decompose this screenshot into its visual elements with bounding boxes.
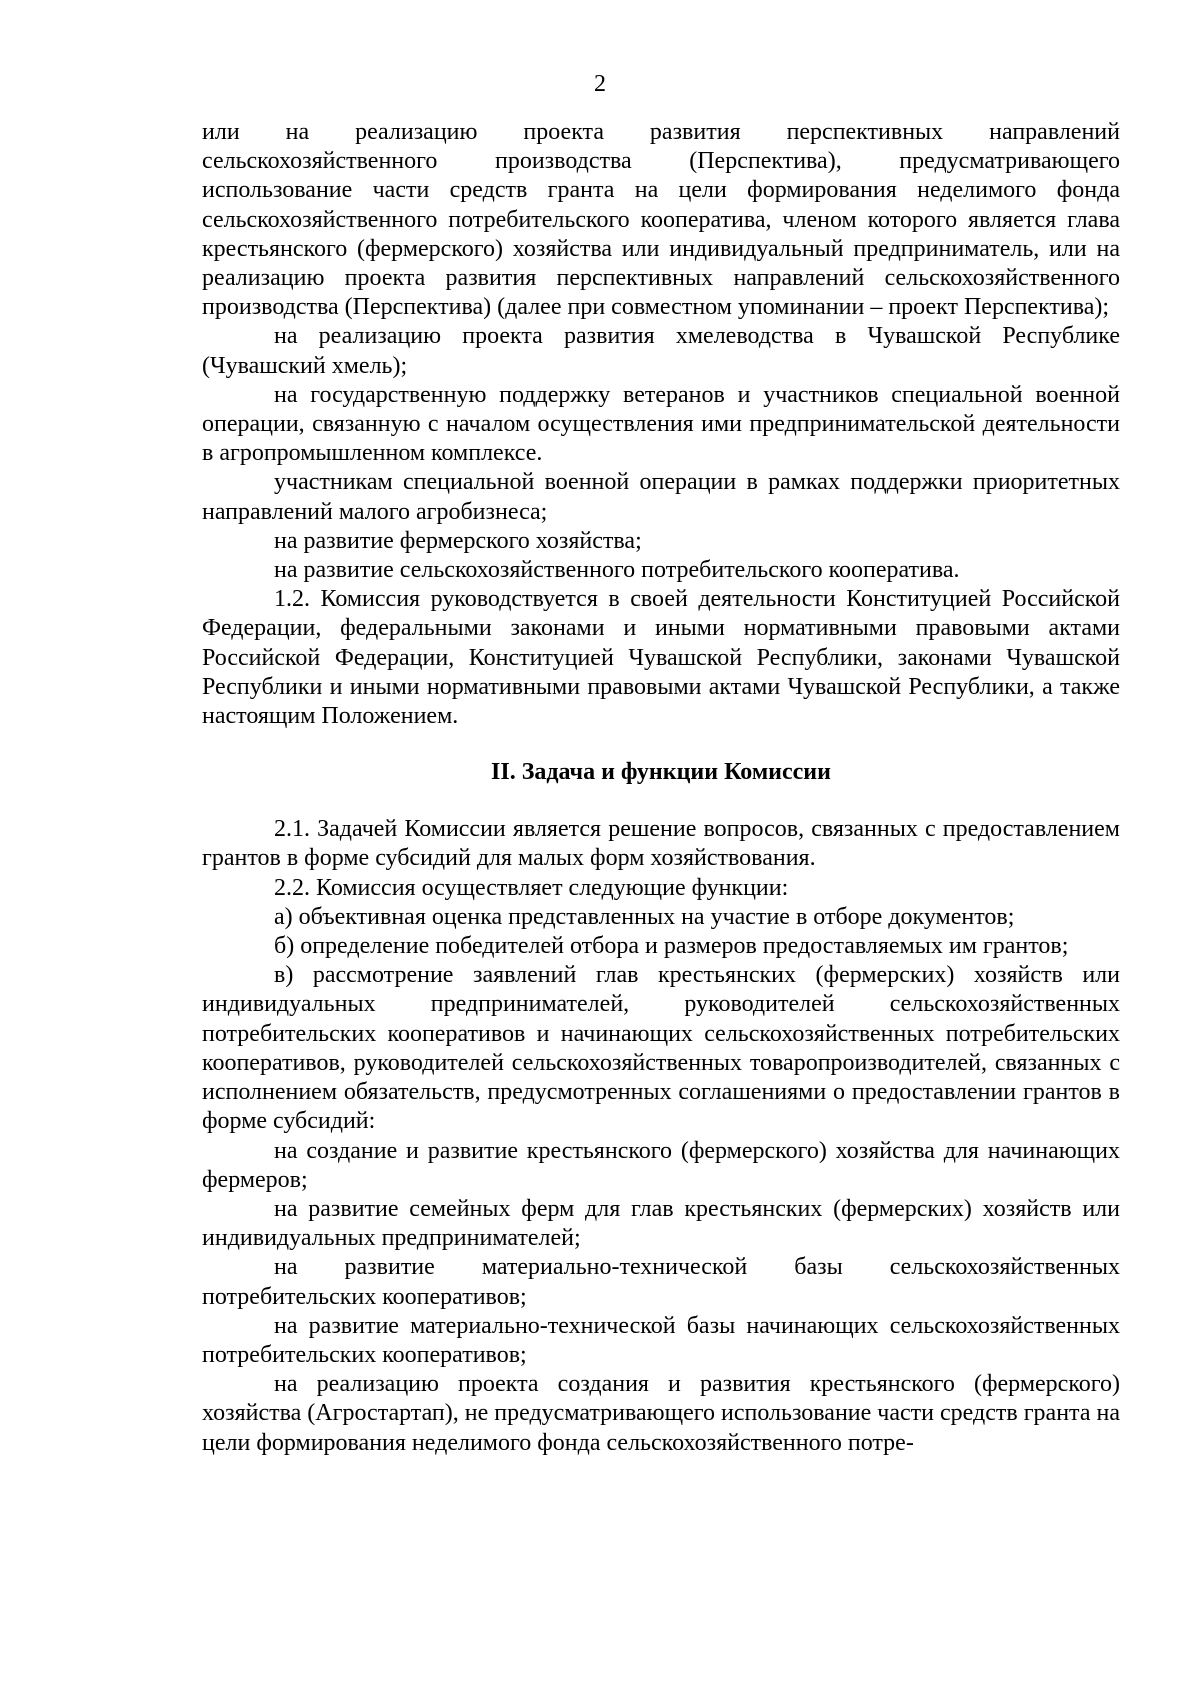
- paragraph: на развитие фермерского хозяйства;: [274, 527, 642, 554]
- paragraph: на развитие сельскохозяйственного потребительского кооператива.: [274, 557, 960, 584]
- section-heading: II. Задача и функции Комиссии: [491, 759, 831, 786]
- document-body: [202, 118, 1120, 1458]
- paragraph: на реализацию проекта развития хмелеводства в Чувашской Республике (Чувашский хмель);: [202, 323, 1120, 379]
- paragraph: на развитие материально-технической базы начинающих сельскохозяйственных потребительских кооперативов;: [202, 1312, 1120, 1368]
- paragraph: на государственную поддержку ветеранов и участников специальной военной операции, связанную с началом осуществления ими предпринимательской деятельности в агропромышленном комплексе.: [202, 381, 1120, 467]
- paragraph: а) объективная оценка представленных на участие в отборе документов;: [274, 903, 1015, 930]
- paragraph: б) определение победителей отбора и размеров предоставляемых им грантов;: [274, 933, 1069, 960]
- paragraph: 1.2. Комиссия руководствуется в своей деятельности Конституцией Российской Федерации, федеральными законами и иными нормативными правовыми актами Российской Федерации, Конституцией Чувашской Республики, законами Чувашской Республики и иными нормативными правовыми актами Чувашской Республики, а также настоящим Положением.: [202, 586, 1120, 730]
- paragraph: на развитие семейных ферм для глав крестьянских (фермерских) хозяйств или индивидуальных предпринимателей;: [202, 1195, 1120, 1252]
- page-number: 2: [594, 71, 606, 97]
- paragraph: на реализацию проекта создания и развития крестьянского (фермерского) хозяйства (Агростартап), не предусматривающего использование части средств гранта на цели формирования неделимого фонда сельскохозяйственного потре-: [202, 1371, 1120, 1456]
- paragraph: 2.2. Комиссия осуществляет следующие функции:: [274, 874, 789, 901]
- paragraph: участникам специальной военной операции в рамках поддержки приоритетных направлений малого агробизнеса;: [202, 469, 1120, 525]
- paragraph: на развитие материально-технической базы сельскохозяйственных потребительских кооперативов;: [202, 1254, 1120, 1310]
- paragraph: 2.1. Задачей Комиссии является решение вопросов, связанных с предоставлением грантов в форме субсидий для малых форм хозяйствования.: [202, 816, 1120, 872]
- paragraph: или на реализацию проекта развития перспективных направлений сельскохозяйственного производства (Перспектива), предусматривающего использование части средств гранта на цели формирования неделимого фонда сельскохозяйственного потребительского кооператива, членом которого является глава крестьянского (фермерского) хозяйства или индивидуальный предприниматель, или на реализацию проекта развития перспективных направлений сельскохозяйственного производства (Перспектива) (далее при совместном упоминании – проект Перспектива);: [202, 119, 1120, 321]
- paragraph: на создание и развитие крестьянского (фермерского) хозяйства для начинающих фермеров;: [202, 1137, 1120, 1193]
- paragraph: в) рассмотрение заявлений глав крестьянских (фермерских) хозяйств или индивидуальных предпринимателей, руководителей сельскохозяйственных потребительских кооперативов и начинающих сельскохозяйственных потребительских кооперативов, руководителей сельскохозяйственных товаропроизводителей, связанных с исполнением обязательств, предусмотренных соглашениями о предоставлении грантов в форме субсидий:: [202, 962, 1120, 1135]
